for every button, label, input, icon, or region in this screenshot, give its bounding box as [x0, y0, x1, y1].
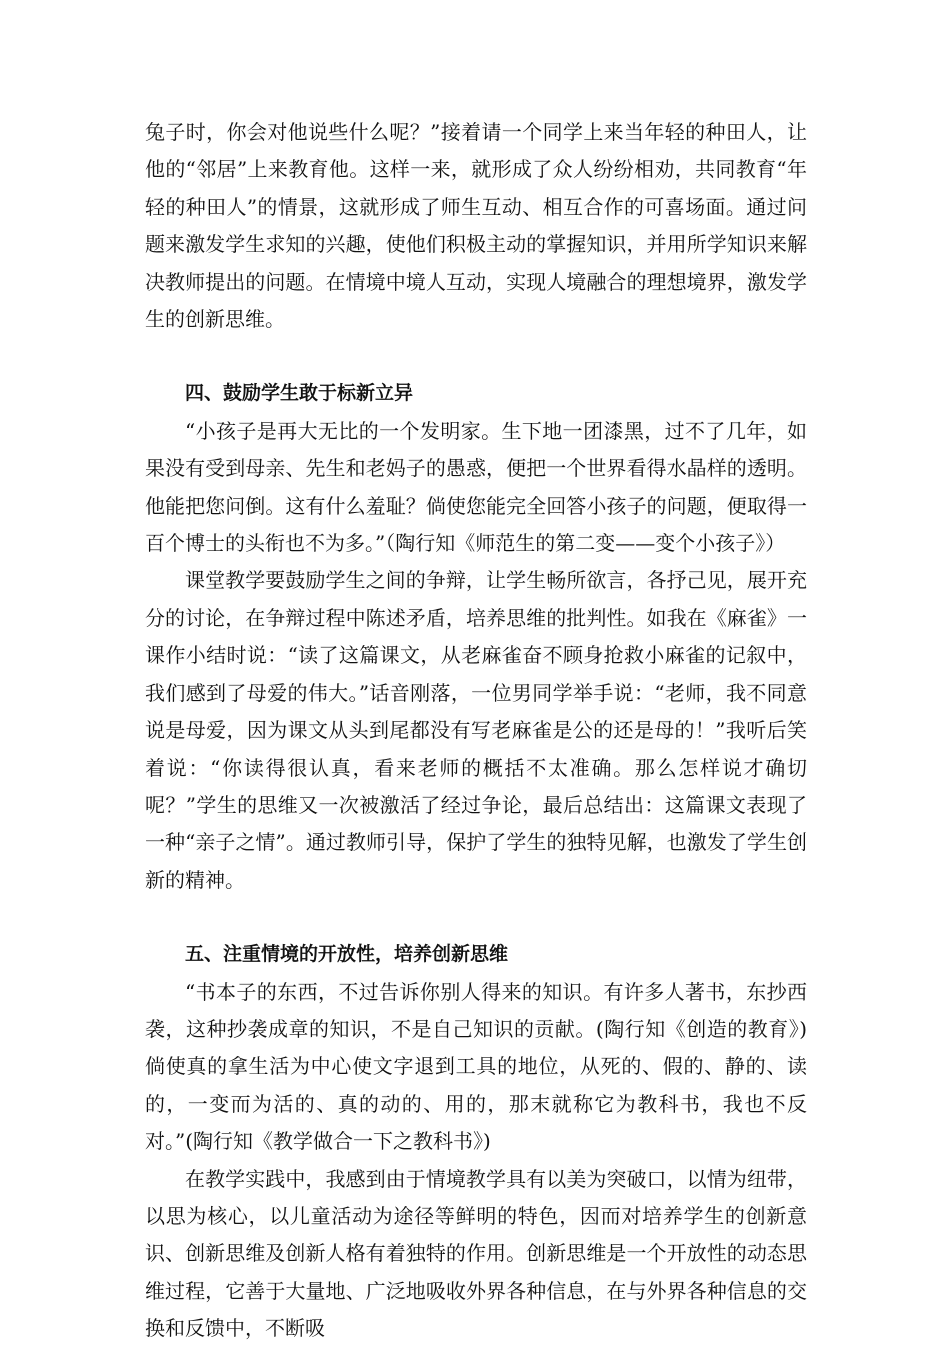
paragraph-teaching-practice: 在教学实践中，我感到由于情境教学具有以美为突破口，以情为纽带，以思为核心，以儿童活动为途径等鲜明的特色，因而对培养学生的创新意识、创新思维及创新人格有着独特的作用。创新思维是一个开放性的动态思维过程，它善于大量地、广泛地吸收外界各种信息，在与外界各种信息的交换和反馈中，不断吸	[145, 1166, 807, 1341]
document-body	[145, 114, 807, 1348]
paragraph-debate-example: 课堂教学要鼓励学生之间的争辩，让学生畅所欲言，各抒己见，展开充分的讨论，在争辩过程中陈述矛盾，培养思维的批判性。如我在《麻雀》一课作小结时说：“读了这篇课文，从老麻雀奋不顾身抢救小麻雀的记叙中，我们感到了母爱的伟大。”话音刚落，一位男同学举手说：“老师，我不同意说是母爱，因为课文从头到尾都没有写老麻雀是公的还是母的！”我听后笑着说：“你读得很认真，看来老师的概括不太准确。那么怎样说才确切呢？”学生的思维又一次被激活了经过争论，最后总结出：这篇课文表现了一种“亲子之情”。通过教师引导，保护了学生的独特见解，也激发了学生创新的精神。	[145, 568, 807, 892]
paragraph-continuation: 兔子时，你会对他说些什么呢？”接着请一个同学上来当年轻的种田人，让他的“邻居”上来教育他。这样一来，就形成了众人纷纷相劝，共同教育“年轻的种田人”的情景，这就形成了师生互动、相互合作的可喜场面。通过问题来激发学生求知的兴趣，使他们积极主动的掌握知识，并用所学知识来解决教师提出的问题。在情境中境人互动，实现人境融合的理想境界，激发学生的创新思维。	[145, 120, 807, 332]
section-heading-5: 五、注重情境的开放性，培养创新思维	[185, 943, 509, 966]
paragraph-quote-tao-1: “小孩子是再大无比的一个发明家。生下地一团漆黑，过不了几年，如果没有受到母亲、先生和老妈子的愚惑，便把一个世界看得水晶样的透明。他能把您问倒。这有什么羞耻？倘使您能完全回答小孩子的问题，便取得一百个博士的头衔也不为多。”（陶行知《师范生的第二变——变个小孩子》）	[145, 418, 807, 556]
paragraph-quote-tao-2: “书本子的东西，不过告诉你别人得来的知识。有许多人著书，东抄西袭，这种抄袭成章的知识，不是自己知识的贡献。(陶行知《创造的教育》)倘使真的拿生活为中心使文字退到工具的地位，从死的、假的、静的、读的，一变而为活的、真的动的、用的，那末就称它为教科书，我也不反对。”(陶行知《教学做合一下之教科书》)	[145, 979, 807, 1154]
section-heading-4: 四、鼓励学生敢于标新立异	[185, 382, 414, 405]
